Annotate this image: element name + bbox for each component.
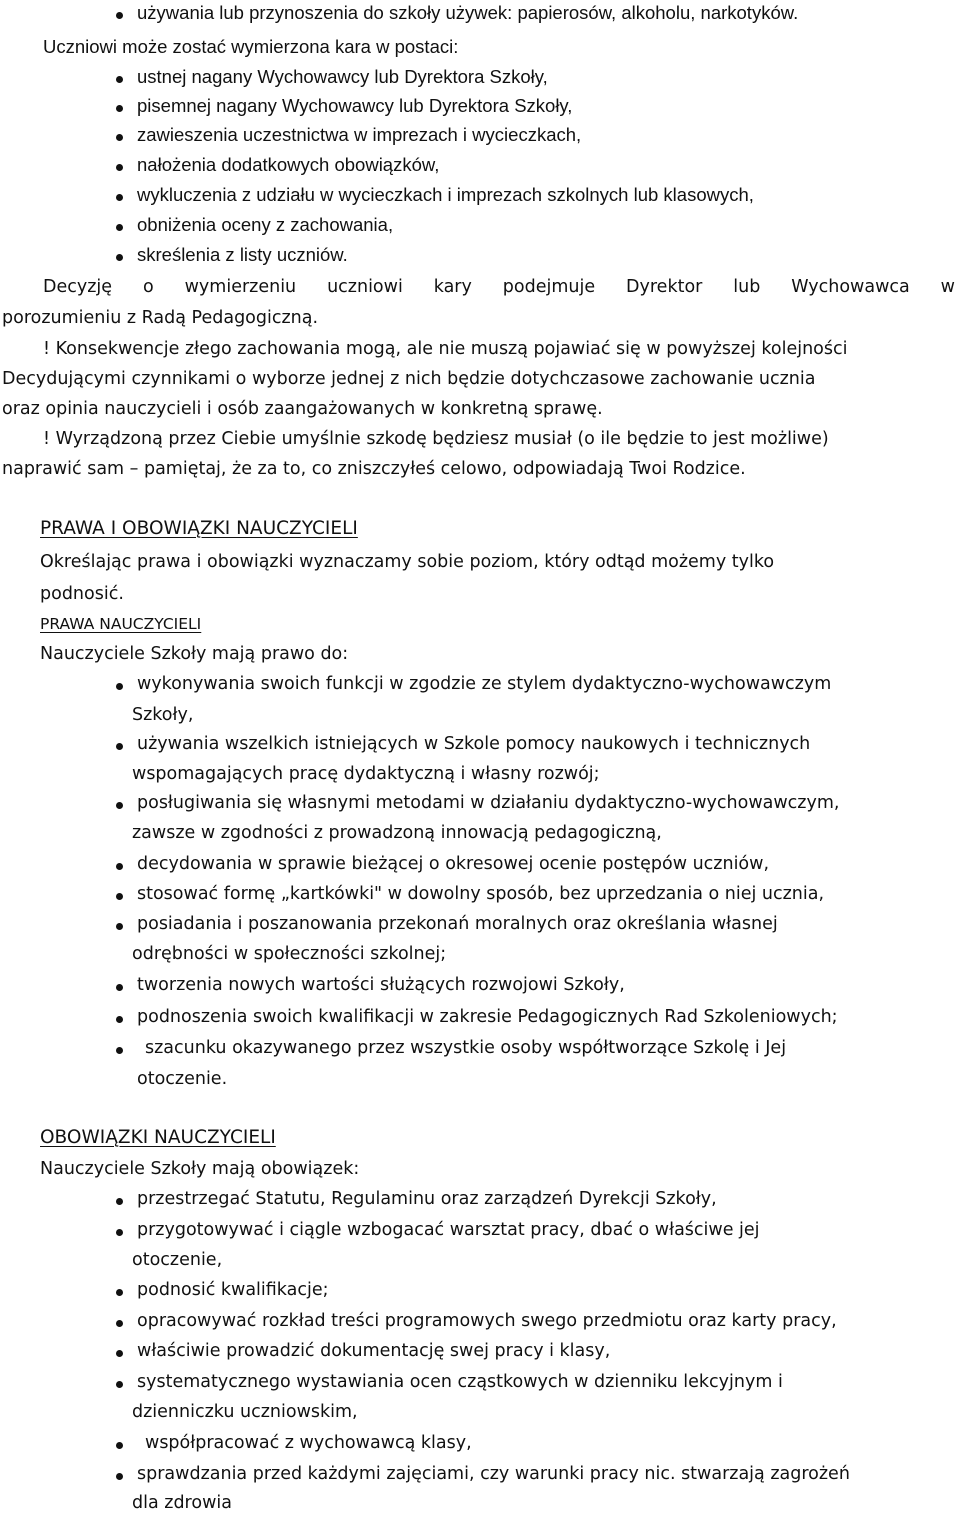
list-item: opracowywać rozkład treści programowych swego przedmiotu oraz karty pracy, [137,1311,837,1331]
punishment-intro: Uczniowi może zostać wymierzona kara w postaci: [43,36,459,57]
bullet-icon [116,923,123,930]
bullet-icon [116,254,123,261]
list-item: systematycznego wystawiania ocen cząstkowych w dzienniku lekcyjnym i [137,1372,783,1392]
section-intro-line: podnosić. [40,584,124,604]
list-item: sprawdzania przed każdymi zajęciami, czy warunki pracy nic. stwarzają zagrożeń [137,1464,850,1484]
bullet-icon [116,1047,123,1054]
bullet-icon [116,984,123,991]
bullet-icon [116,683,123,690]
bullet-icon [116,1381,123,1388]
list-item: właściwie prowadzić dokumentację swej pracy i klasy, [137,1341,611,1361]
list-item: ustnej nagany Wychowawcy lub Dyrektora Szkoły, [137,66,548,87]
list-item: wykonywania swoich funkcji w zgodzie ze stylem dydaktyczno-wychowawczym [137,674,832,694]
list-item: używania lub przynoszenia do szkoły używek: papierosów, alkoholu, narkotyków. [137,2,799,23]
list-item: odrębności w społeczności szkolnej; [132,944,447,964]
list-item: zawsze w zgodności z prowadzoną innowacją pedagogiczną, [132,823,662,843]
bullet-icon [116,1289,123,1296]
list-item: przygotowywać i ciągle wzbogacać warsztat pracy, dbać o właściwe jej [137,1220,760,1240]
decision-line: Decyzję o wymierzeniu uczniowi kary podejmuje Dyrektor lub Wychowawca w [43,277,955,297]
bullet-icon [116,194,123,201]
bullet-icon [116,1473,123,1480]
bullet-icon [116,1229,123,1236]
list-item: otoczenie, [132,1250,223,1270]
bullet-icon [116,893,123,900]
list-item: nałożenia dodatkowych obowiązków, [137,154,440,175]
consequences-line: ! Konsekwencje złego zachowania mogą, ale nie muszą pojawiać się w powyższej kolejności [43,339,848,359]
rights-intro: Nauczyciele Szkoły mają prawo do: [40,644,349,664]
list-item: pisemnej nagany Wychowawcy lub Dyrektora Szkoły, [137,95,573,116]
list-item: współpracować z wychowawcą klasy, [145,1433,472,1453]
bullet-icon [116,164,123,171]
list-item: decydowania w sprawie bieżącej o okresowej ocenie postępów uczniów, [137,854,770,874]
bullet-icon [116,1198,123,1205]
list-item: zawieszenia uczestnictwa w imprezach i wycieczkach, [137,124,582,145]
list-item: stosować formę „kartkówki" w dowolny sposób, bez uprzedzania o niej ucznia, [137,884,825,904]
consequences-line: oraz opinia nauczycieli i osób zaangażowanych w konkretną sprawę. [2,399,603,419]
rights-title: PRAWA NAUCZYCIELI [40,615,202,633]
bullet-icon [116,1016,123,1023]
bullet-icon [116,1442,123,1449]
list-item: wykluczenia z udziału w wycieczkach i imprezach szkolnych lub klasowych, [137,184,754,205]
duties-intro: Nauczyciele Szkoły mają obowiązek: [40,1159,360,1179]
section-intro-line: Określając prawa i obowiązki wyznaczamy sobie poziom, który odtąd możemy tylko [40,552,775,572]
list-item: przestrzegać Statutu, Regulaminu oraz zarządzeń Dyrekcji Szkoły, [137,1189,717,1209]
decision-line: porozumieniu z Radą Pedagogiczną. [2,308,319,328]
section-title: PRAWA I OBOWIĄZKI NAUCZYCIELI [40,518,358,539]
list-item: tworzenia nowych wartości służących rozwojowi Szkoły, [137,975,625,995]
bullet-icon [116,134,123,141]
damage-line: naprawić sam – pamiętaj, że za to, co zniszczyłeś celowo, odpowiadają Twoi Rodzice. [2,459,746,479]
bullet-icon [116,1350,123,1357]
list-item: szacunku okazywanego przez wszystkie osoby współtworzące Szkolę i Jej [145,1038,787,1058]
list-item: podnosić kwalifikacje; [137,1280,329,1300]
list-item: dzienniczku uczniowskim, [132,1402,358,1422]
list-item: posługiwania się własnymi metodami w działaniu dydaktyczno-wychowawczym, [137,793,840,813]
list-item: wspomagających pracę dydaktyczną i własny rozwój; [132,764,600,784]
bullet-icon [116,802,123,809]
list-item: używania wszelkich istniejących w Szkole pomocy naukowych i technicznych [137,734,811,754]
bullet-icon [116,1320,123,1327]
bullet-icon [116,76,123,83]
bullet-icon [116,863,123,870]
list-item: dla zdrowia [132,1493,232,1513]
bullet-icon [116,12,123,19]
consequences-line: Decydującymi czynnikami o wyborze jednej z nich będzie dotychczasowe zachowanie ucznia [2,369,816,389]
bullet-icon [116,224,123,231]
list-item: skreślenia z listy uczniów. [137,244,348,265]
list-item: obniżenia oceny z zachowania, [137,214,394,235]
bullet-icon [116,743,123,750]
list-item: Szkoły, [132,705,194,725]
damage-line: ! Wyrządzoną przez Ciebie umyślnie szkodę będziesz musiał (o ile będzie to jest możliwe) [43,429,829,449]
bullet-icon [116,105,123,112]
list-item: otoczenie. [137,1069,228,1089]
list-item: posiadania i poszanowania przekonań moralnych oraz określania własnej [137,914,778,934]
duties-title: OBOWIĄZKI NAUCZYCIELI [40,1127,276,1148]
list-item: podnoszenia swoich kwalifikacji w zakresie Pedagogicznych Rad Szkoleniowych; [137,1007,838,1027]
